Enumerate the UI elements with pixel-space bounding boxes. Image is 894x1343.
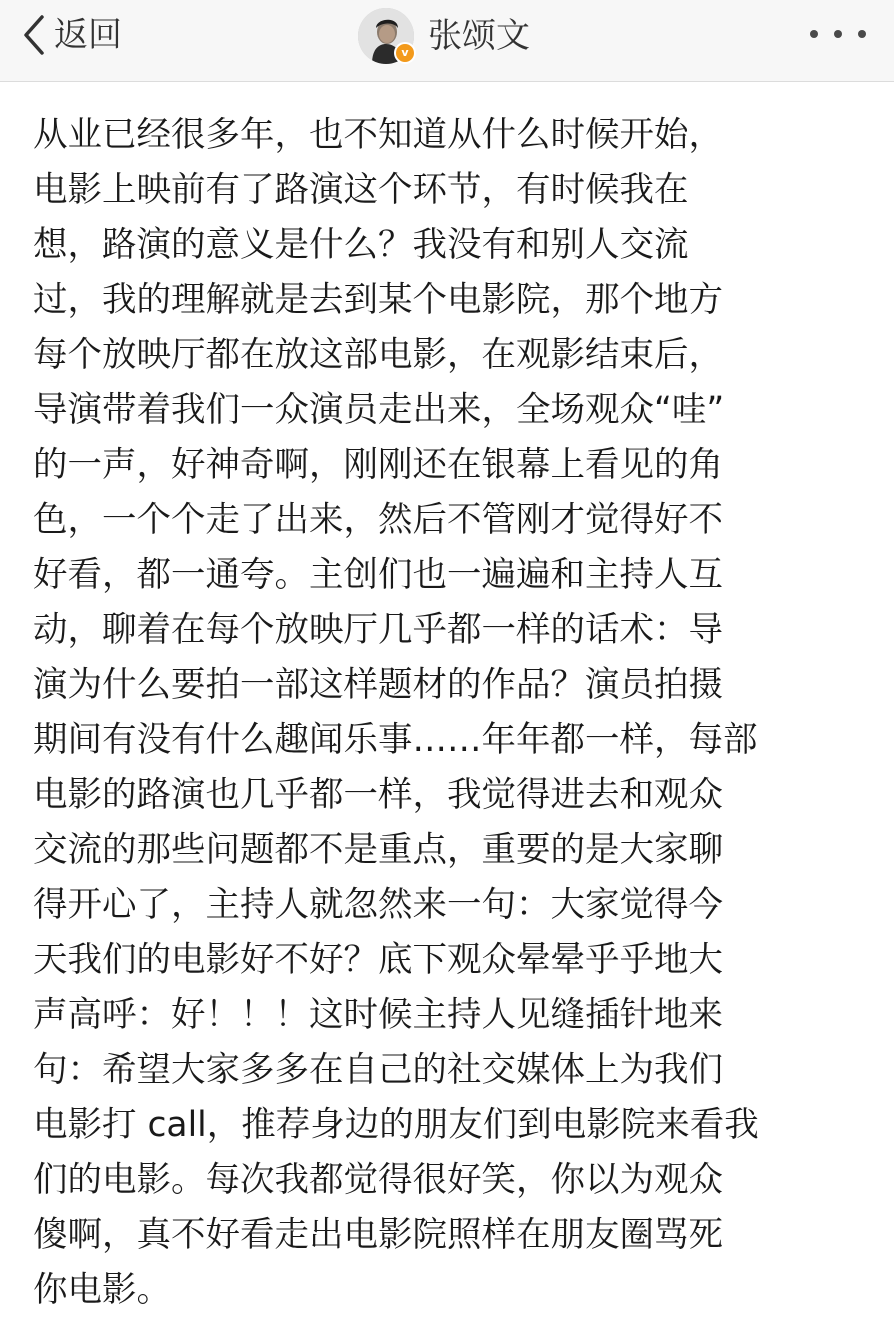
post-text-line: 得开心了，主持人就忽然来一句：大家觉得今 [33, 885, 723, 925]
post-text-line: 好看，都一通夸。主创们也一遍遍和主持人互 [33, 555, 723, 595]
post-text-line: 的一声，好神奇啊，刚刚还在银幕上看见的角 [33, 445, 723, 485]
post-text-line: 句：希望大家多多在自己的社交媒体上为我们 [33, 1050, 723, 1090]
post-text-line: 想，路演的意义是什么？我没有和别人交流 [33, 225, 689, 265]
avatar[interactable] [358, 8, 414, 64]
chevron-left-icon [22, 14, 46, 56]
post-text-line: 电影上映前有了路演这个环节，有时候我在 [33, 170, 689, 210]
post-text-line: 演为什么要拍一部这样题材的作品？演员拍摄 [33, 665, 723, 705]
post-body [33, 108, 853, 1318]
post-text-line: 你电影。 [33, 1270, 171, 1310]
post-text-line: 从业已经很多年，也不知道从什么时候开始， [33, 115, 723, 155]
post-text-line: 期间有没有什么趣闻乐事……年年都一样，每部 [33, 720, 758, 760]
post-text-line: 导演带着我们一众演员走出来，全场观众“哇” [33, 390, 725, 430]
post-text-line: 过，我的理解就是去到某个电影院，那个地方 [33, 280, 723, 320]
username[interactable]: 张颂文 [428, 16, 530, 56]
profile-header[interactable] [358, 6, 530, 66]
more-button[interactable] [810, 22, 866, 46]
top-nav-bar [0, 0, 894, 82]
post-text-line: 动，聊着在每个放映厅几乎都一样的话术：导 [33, 610, 723, 650]
post-text-line: 交流的那些问题都不是重点，重要的是大家聊 [33, 830, 723, 870]
verified-badge: v [394, 42, 416, 64]
more-dots-icon [858, 30, 866, 38]
post-text-line: 电影的路演也几乎都一样，我觉得进去和观众 [33, 775, 723, 815]
back-button[interactable] [22, 10, 122, 60]
post-text-line: 们的电影。每次我都觉得很好笑，你以为观众 [33, 1160, 723, 1200]
post-text-line: 天我们的电影好不好？底下观众晕晕乎乎地大 [33, 940, 723, 980]
more-dots-icon [834, 30, 842, 38]
post-text-line: 声高呼：好！！！这时候主持人见缝插针地来 [33, 995, 723, 1035]
post-text-line: 电影打 call，推荐身边的朋友们到电影院来看我 [33, 1105, 759, 1145]
post-text-line: 每个放映厅都在放这部电影，在观影结束后， [33, 335, 723, 375]
more-dots-icon [810, 30, 818, 38]
post-text-line: 色，一个个走了出来，然后不管刚才觉得好不 [33, 500, 723, 540]
post-text-line: 傻啊，真不好看走出电影院照样在朋友圈骂死 [33, 1215, 723, 1255]
back-label: 返回 [54, 15, 122, 55]
